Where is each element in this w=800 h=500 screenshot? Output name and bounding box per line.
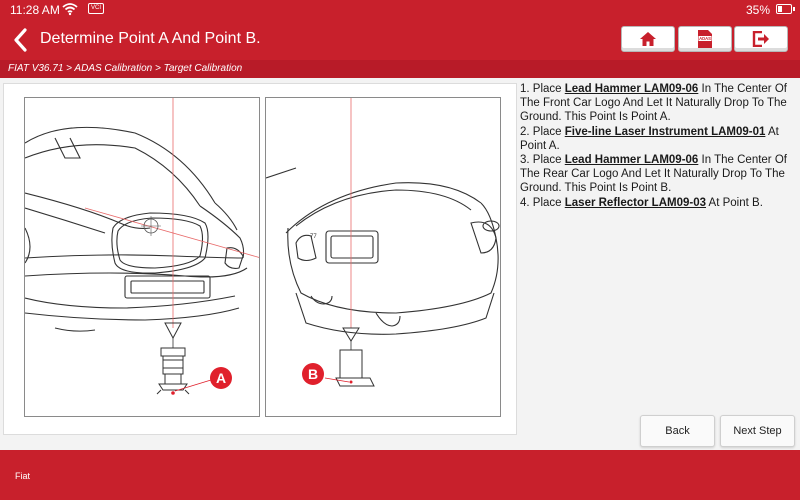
- adas-report-icon: [697, 29, 713, 49]
- point-a-marker: A: [215, 370, 227, 386]
- adas-report-button[interactable]: [678, 26, 732, 52]
- battery-level-fill: [778, 6, 782, 12]
- battery-percentage: 35%: [745, 3, 770, 17]
- home-button[interactable]: [621, 26, 675, 52]
- step-prefix: 1. Place: [520, 83, 565, 95]
- instruction-step-4: [520, 196, 800, 210]
- step-prefix: 4. Place: [520, 196, 565, 209]
- instruction-step-3: [520, 153, 800, 196]
- tool-link-lead-hammer[interactable]: Lead Hammer LAM09-06: [564, 83, 699, 95]
- exit-button[interactable]: [734, 26, 788, 52]
- rear-car-drawing: [266, 98, 501, 417]
- title-bar: [0, 20, 800, 60]
- content-area: [0, 78, 800, 450]
- breadcrumb: FIAT V36.71 > ADAS Calibration > Target Calibration: [0, 60, 800, 78]
- vehicle-label: Fiat: [15, 471, 31, 481]
- instruction-step-1: [520, 82, 800, 125]
- next-step-button[interactable]: Next Step: [720, 415, 795, 447]
- rear-calibration-illustration: [265, 97, 501, 417]
- battery-icon: [776, 4, 792, 14]
- step-prefix: 2. Place: [520, 125, 565, 138]
- home-icon: [639, 31, 657, 47]
- vci-connection-icon: VCI: [88, 3, 104, 14]
- back-arrow-icon[interactable]: [10, 26, 32, 54]
- page-title: Determine Point A And Point B.: [40, 30, 261, 47]
- front-calibration-illustration: [24, 97, 260, 417]
- tool-link-laser-reflector[interactable]: Laser Reflector LAM09-03: [564, 196, 706, 209]
- clock: 11:28 AM: [10, 3, 60, 17]
- step-text: In The Center Of The Front Car Logo And Let It Naturally Drop To The Ground. This Point Is Point A.: [520, 83, 787, 124]
- instructions-panel: [520, 82, 800, 210]
- instruction-step-2: [520, 125, 800, 153]
- status-bar: [0, 0, 800, 20]
- laser-instrument-drawing: [157, 348, 189, 394]
- footer-bar: [0, 450, 800, 500]
- tool-link-lead-hammer[interactable]: Lead Hammer LAM09-06: [564, 154, 699, 167]
- step-text: At Point B.: [706, 196, 763, 209]
- step-prefix: 3. Place: [520, 154, 565, 167]
- exit-icon: [752, 31, 770, 47]
- tool-link-five-line-laser[interactable]: Five-line Laser Instrument LAM09-01: [564, 125, 766, 138]
- wifi-icon: [62, 2, 78, 16]
- adas-label: ADAS: [699, 36, 711, 41]
- rear-plate-text: 77: [310, 234, 317, 240]
- step-text: At Point A.: [520, 125, 779, 152]
- back-button[interactable]: Back: [640, 415, 715, 447]
- point-b-marker: B: [307, 366, 319, 382]
- illustration-panel: [3, 83, 517, 435]
- step-text: In The Center Of The Rear Car Logo And Let It Naturally Drop To The Ground. This Point Is Point B.: [520, 154, 787, 195]
- front-car-drawing: [25, 98, 260, 417]
